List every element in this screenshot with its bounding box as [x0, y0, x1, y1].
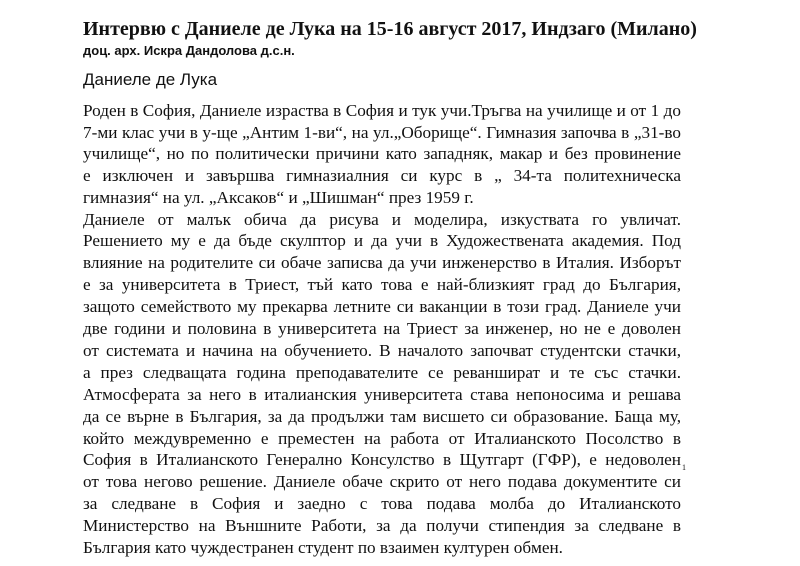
- text-line: е за университета в Триест, тъй като това е най-близкият град до България,: [83, 275, 681, 295]
- text-line: от системата и начина на обучението. В началото започват студентски стачки,: [83, 340, 681, 360]
- text-line: България като чуждестранен студент по взаимен културен обмен.: [83, 538, 563, 558]
- footnote-mark: 1: [682, 463, 686, 472]
- text-line: Роден в София, Даниеле израства в София и тук учи.Тръгва на училище и от 1 до: [83, 101, 681, 120]
- text-line: две години и половина в университета на Триест за инженер, но не е доволен: [83, 319, 681, 339]
- text-line: Атмосферата за него в италианския университета става непоносима и решава: [83, 384, 681, 404]
- document-body: [83, 100, 681, 559]
- paragraph-1: [83, 100, 681, 209]
- text-line: да се върне в България, за да продължи там висшето си образование. Баща му,: [83, 406, 681, 426]
- text-line: София в Италианското Генерално Консулство в Щутгарт (ГФР), е недоволен: [83, 450, 681, 470]
- text-line: е изключен и завършва гимназиалния си курс в „ 34-та политехническа: [83, 166, 681, 186]
- text-line: който междувременно е преместен на работа от Италианското Посолство в: [83, 428, 681, 448]
- paragraph-2: [83, 209, 681, 560]
- interview-subject: Даниеле де Лука: [83, 70, 218, 89]
- text-line: училище“, но по политически причини като западняк, макар и без провинение: [83, 144, 681, 164]
- document-title: Интервю с Даниеле де Лука на 15-16 август 2017, Индзаго (Милано): [83, 18, 697, 40]
- text-line: Даниеле от малък обича да рисува и моделира, изкуствата го увличат.: [83, 209, 681, 229]
- text-line: защото семейството му прекарва летните си ваканции в този град. Даниеле учи: [83, 297, 681, 317]
- text-line: 7-ми клас учи в у-ще „Антим 1-ви“, на ул.„Оборище“. Гимназия започва в „31-во: [83, 122, 681, 142]
- text-line: а през следващата година преподавателите се реваншират и те със стачки.: [83, 362, 681, 382]
- text-line: Министерство на Външните Работи, за да получи стипендия за следване в: [83, 516, 681, 536]
- text-line: гимназия“ на ул. „Аксаков“ и „Шишман“ през 1959 г.: [83, 187, 474, 207]
- text-line: от това негово решение. Даниеле обаче скрито от него подава документите си: [83, 472, 681, 492]
- text-line: за следване в София и заедно с това подава молба до Италианското: [83, 494, 681, 514]
- text-line: Решението му е да бъде скулптор и да учи в Художествената академия. Под: [83, 231, 681, 251]
- text-line: влияние на родителите си обаче записва да учи инженерство в Италия. Изборът: [83, 253, 681, 273]
- document-author: доц. арх. Искра Дандолова д.с.н.: [83, 43, 295, 58]
